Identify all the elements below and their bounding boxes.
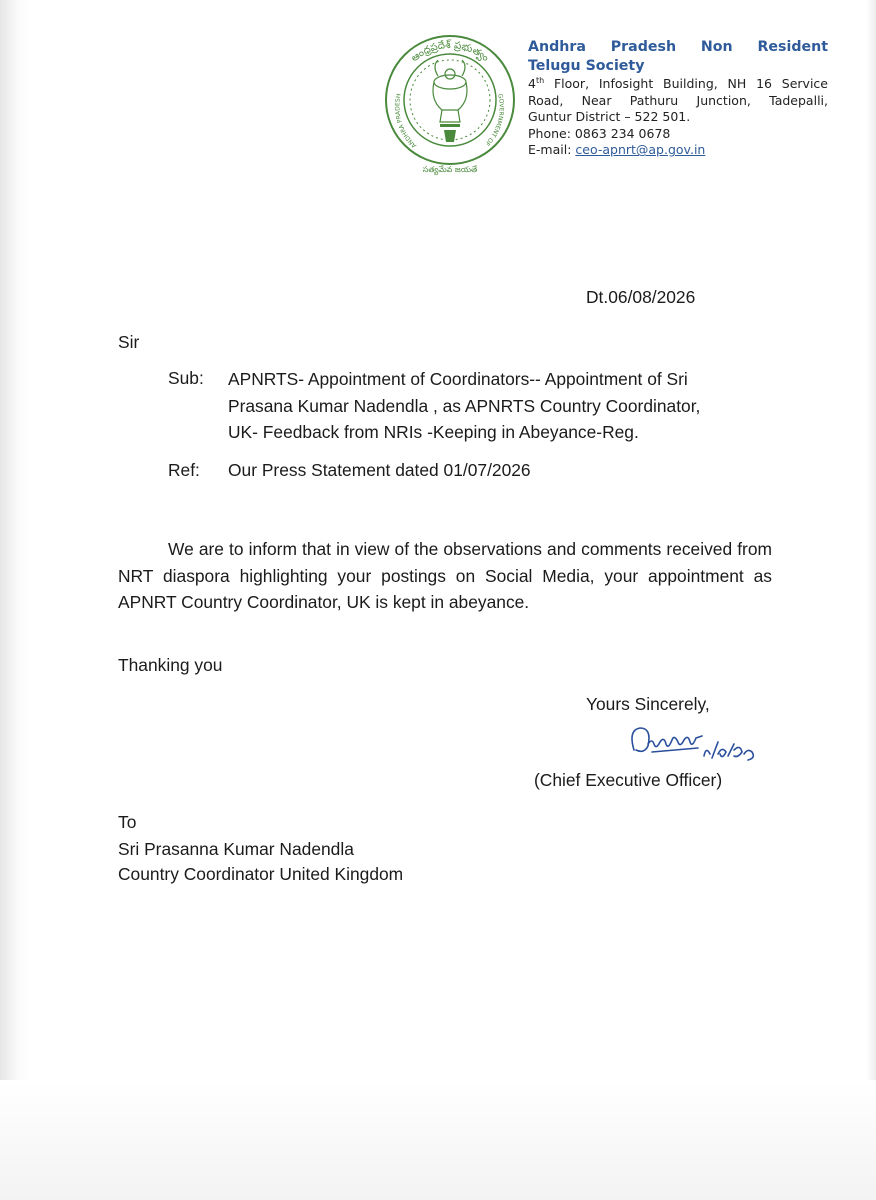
address-line-1-rest: Floor, Infosight Building, NH 16 Service (544, 76, 828, 91)
page-shadow-right (866, 0, 876, 1200)
address-block (528, 76, 828, 159)
salutation: Sir (118, 332, 140, 352)
phone-number: 0863 234 0678 (574, 125, 671, 141)
body-text: We are to inform that in view of the observations and comments received from NRT diaspora highlighting your postings on Social Media, your appointment as APNRT Country Coordinator, UK is kept in abeyance. (118, 539, 772, 612)
svg-text:ANDHRA PRADESH (394, 93, 418, 149)
org-name-line2: Telugu Society (528, 58, 645, 74)
floor-number: 4 (528, 76, 536, 91)
to-label: To (118, 812, 137, 832)
subject-line: UK- Feedback from NRIs -Keeping in Abeyance-Reg. (228, 422, 639, 442)
phone-line (528, 126, 828, 143)
address-line-3: Guntur District – 522 501. (528, 109, 691, 125)
letter-date: Dt.06/08/2026 (586, 287, 696, 307)
subject-line: APNRTS- Appointment of Coordinators-- Appointment of Sri (228, 369, 688, 389)
reference-label: Ref: (168, 460, 200, 480)
emblem-right-text: GOVERNMENT OF (483, 93, 505, 147)
page-shadow-left (0, 0, 30, 1200)
subject-line: Prasana Kumar Nadendla , as APNRTS Country Coordinator, (228, 395, 701, 416)
phone-label: Phone: (528, 125, 571, 141)
subject (228, 366, 700, 446)
subject-label: Sub: (168, 368, 204, 388)
floor-suffix: th (535, 75, 545, 85)
emblem-left-text: ANDHRA PRADESH (394, 93, 419, 149)
andhra-pradesh-emblem-icon (380, 30, 520, 180)
closing: Thanking you (118, 655, 223, 675)
email-line (528, 142, 828, 159)
email-label: E-mail: (528, 142, 572, 158)
body-paragraph (118, 536, 772, 616)
address-line-2: Road, Near Pathuru Junction, Tadepalli, (528, 92, 828, 108)
reference: Our Press Statement dated 01/07/2026 (228, 460, 531, 480)
org-name-line1: Andhra Pradesh Non Resident (528, 39, 828, 55)
handwritten-signature (622, 720, 767, 768)
page-bottom-shade (0, 1080, 876, 1200)
signatory-title: (Chief Executive Officer) (534, 770, 723, 790)
sign-off: Yours Sincerely, (586, 694, 710, 714)
emblem-motto: సత్యమేవ జయతే (422, 165, 478, 174)
email-link[interactable]: ceo-apnrt@ap.gov.in (575, 142, 706, 158)
addressee-designation: Country Coordinator United Kingdom (118, 864, 404, 884)
address-line-1 (528, 76, 828, 93)
letterhead (528, 38, 828, 159)
emblem-top-text: ఆంధ్రప్రదేశ్ ప్రభుత్వం (409, 39, 491, 65)
addressee-name: Sri Prasanna Kumar Nadendla (118, 839, 354, 859)
